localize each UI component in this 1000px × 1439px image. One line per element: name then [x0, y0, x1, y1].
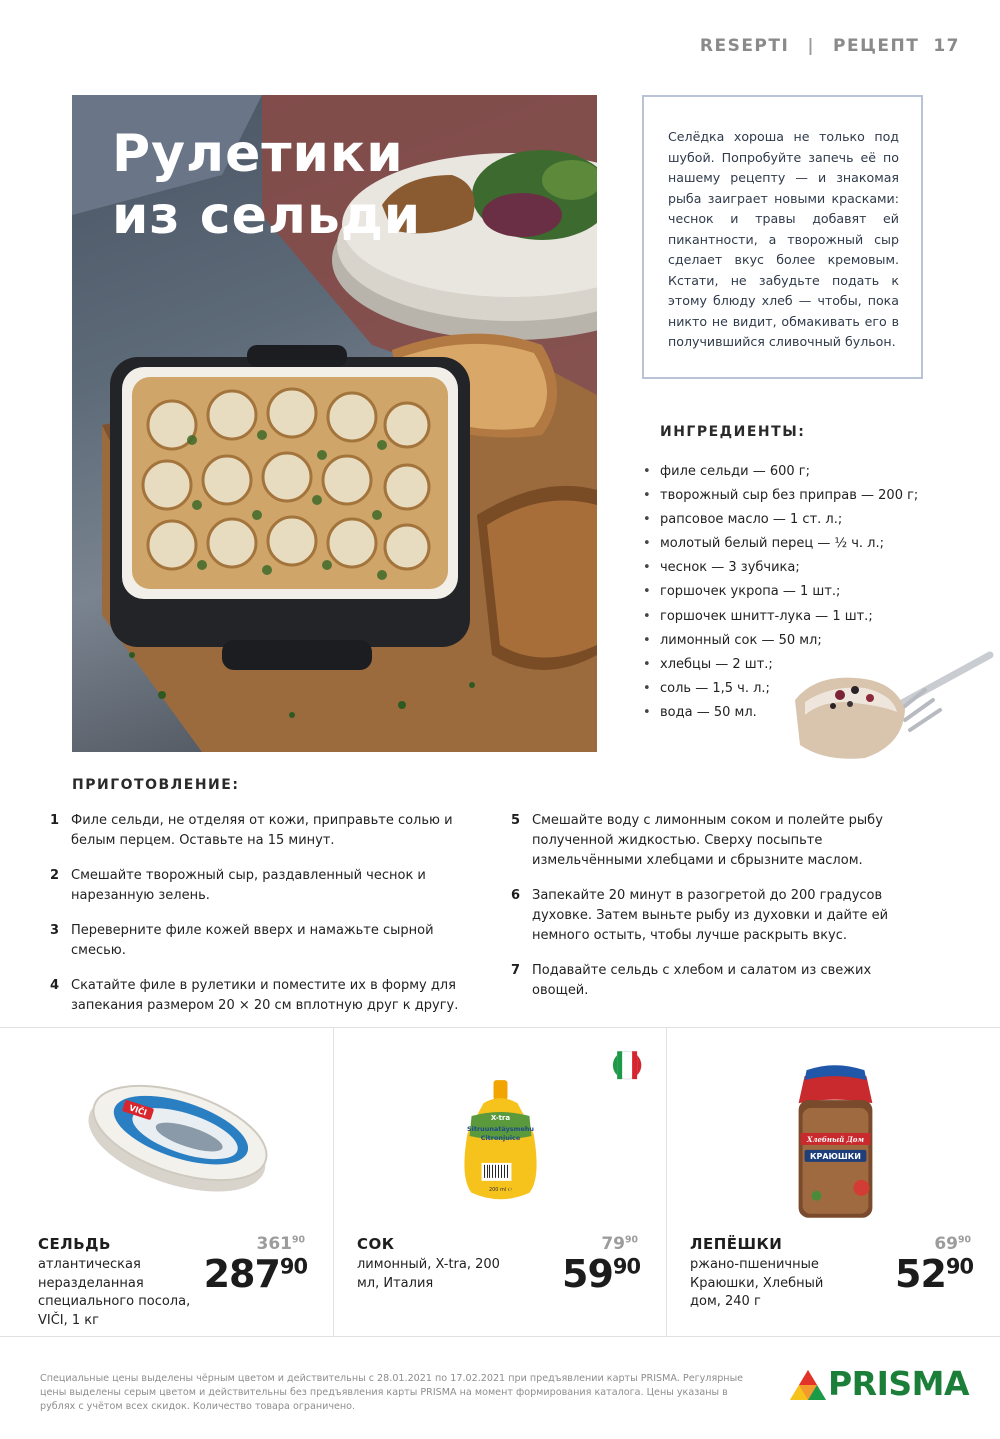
regular-price: $361^{90}$: [256, 1234, 305, 1254]
section-label-ru: РЕЦЕПТ: [833, 36, 920, 56]
juice-brand-label: X-tra: [490, 1114, 511, 1123]
ingredient-item: • горшочек шнитт-лука — 1 шт.;: [643, 605, 918, 629]
special-price: $59^{90}$: [562, 1252, 640, 1296]
step-text: Переверните филе кожей вверх и намажьте сырной смесью.: [71, 923, 434, 958]
herring-tub-image: [0, 1028, 333, 1228]
step-number: 1: [50, 813, 60, 828]
header-separator: |: [807, 36, 816, 56]
ingredient-item: • рапсовое масло — 1 ст. л.;: [643, 508, 918, 532]
step-number: 2: [50, 868, 60, 883]
page-header: [700, 36, 960, 56]
prisma-logo-text: PRISMA: [828, 1364, 970, 1403]
ingredient-item: • творожный сыр без приправ — 200 г;: [643, 484, 918, 508]
italy-flag-icon: [613, 1051, 641, 1079]
juice-label-top: Sitruunatäysmehu: [466, 1124, 535, 1133]
step-number: 5: [511, 813, 521, 828]
ingredient-item: • филе сельди — 600 г;: [643, 460, 918, 484]
ingredient-item: • лимонный сок — 50 мл;: [643, 629, 918, 653]
ingredients-title: ИНГРЕДИЕНТЫ:: [660, 424, 806, 440]
ingredient-item: • соль — 1,5 ч. л.;: [643, 677, 918, 701]
product-description: ржано-пшеничные Краюшки, Хлебный дом, 240 г: [690, 1257, 824, 1309]
step-item: [511, 886, 926, 946]
step-text: Смешайте творожный сыр, раздавленный чеснок и нарезанную зелень.: [71, 868, 426, 903]
page-number: 17: [933, 36, 960, 56]
ingredient-item: • вода — 50 мл.: [643, 701, 918, 725]
lemon-juice-bottle-image: [334, 1028, 666, 1228]
products-strip: [0, 1027, 1000, 1337]
step-item: [50, 866, 465, 906]
prisma-logo[interactable]: [790, 1364, 970, 1404]
product-description: лимонный, X-tra, 200 мл, Италия: [357, 1257, 500, 1291]
hero-photo: [72, 95, 597, 752]
bread-product-label: КРАЮШКИ: [810, 1151, 861, 1161]
special-price: $52^{90}$: [895, 1252, 973, 1296]
herring-brand-label: VIČI: [127, 1103, 148, 1118]
product-name: СОК: [357, 1235, 395, 1253]
recipe-title: [112, 123, 421, 248]
step-item: [50, 921, 465, 961]
intro-text: Селёдка хороша не только под шубой. Попробуйте запечь её по нашему рецепту — и знакомая рыба заиграет новыми красками: чеснок и травы добавят ей пикантности, а творожный сыр сделает вкус более кремовым. Кстати, не забудьте подать к этому блюду хлеб — чтобы, пока никто не видит, обмакивать его в получившийся сливочный бульон.: [668, 129, 899, 349]
fork-with-herring-image: [785, 640, 1000, 770]
step-text: Филе сельди, не отделяя от кожи, приправьте солью и белым перцем. Оставьте на 15 минут.: [71, 813, 453, 848]
product-name: СЕЛЬДЬ: [38, 1235, 111, 1253]
ingredient-item: • молотый белый перец — ½ ч. л.;: [643, 532, 918, 556]
step-number: 3: [50, 923, 60, 938]
flatbread-pack-image: [667, 1028, 999, 1228]
regular-price: $79^{90}$: [601, 1234, 638, 1254]
juice-volume-label: 200 ml ℮: [488, 1186, 513, 1193]
special-price: $287^{90}$: [203, 1252, 307, 1296]
preparation-title: ПРИГОТОВЛЕНИЕ:: [72, 777, 240, 793]
step-item: [50, 976, 465, 1016]
step-text: Подавайте сельдь с хлебом и салатом из свежих овощей.: [532, 963, 872, 998]
product-description: атлантическая неразделанная специального посола, VIČI, 1 кг: [38, 1257, 191, 1328]
step-item: [511, 961, 926, 1001]
regular-price: $69^{90}$: [934, 1234, 971, 1254]
step-text: Смешайте воду с лимонным соком и полейте рыбу полученной жидкостью. Сверху посыпьте измельчёнными хлебцами и сбрызните маслом.: [532, 813, 883, 868]
step-number: 7: [511, 963, 521, 978]
ingredient-item: • чеснок — 3 зубчика;: [643, 556, 918, 580]
bread-brand-label: Хлебный Дом: [806, 1134, 865, 1144]
step-item: [511, 811, 926, 871]
intro-box: [642, 95, 923, 379]
product-name: ЛЕПЁШКИ: [690, 1235, 783, 1253]
ingredient-item: • хлебцы — 2 шт.;: [643, 653, 918, 677]
step-item: [50, 811, 465, 851]
step-number: 4: [50, 978, 60, 993]
steps-column-right: [511, 811, 926, 1016]
steps-column-left: [50, 811, 465, 1031]
product-card-flatbread[interactable]: [666, 1028, 999, 1336]
juice-label-bottom: Citronjuice: [480, 1133, 521, 1142]
recipe-title-line-1: Рулетики: [112, 124, 404, 184]
section-label-fi: RESEPTI: [699, 36, 790, 56]
recipe-title-line-2: из сельди: [112, 186, 422, 247]
product-card-herring[interactable]: [0, 1028, 333, 1336]
ingredient-item: • горшочек укропа — 1 шт.;: [643, 580, 918, 604]
step-number: 6: [511, 888, 521, 903]
footer-disclaimer: Специальные цены выделены чёрным цветом и действительны с 28.01.2021 по 17.02.2021 при предъявлении карты PRISMA. Регулярные цены выделены серым цветом и действительны без предъявления карты PRISMA на момент формирования каталога. Цены указаны в рублях с учётом всех скидок. Количество товара ограничено.: [40, 1373, 744, 1412]
product-card-lemon-juice[interactable]: [333, 1028, 666, 1336]
step-text: Скатайте филе в рулетики и поместите их в форму для запекания размером 20 × 20 см вплотную друг к другу.: [71, 978, 459, 1013]
step-text: Запекайте 20 минут в разогретой до 200 градусов духовке. Затем выньте рыбу из духовки и дайте ей немного остыть, чтобы лучше раскрыть вкус.: [532, 888, 889, 943]
prisma-triangle-icon: [790, 1364, 830, 1404]
